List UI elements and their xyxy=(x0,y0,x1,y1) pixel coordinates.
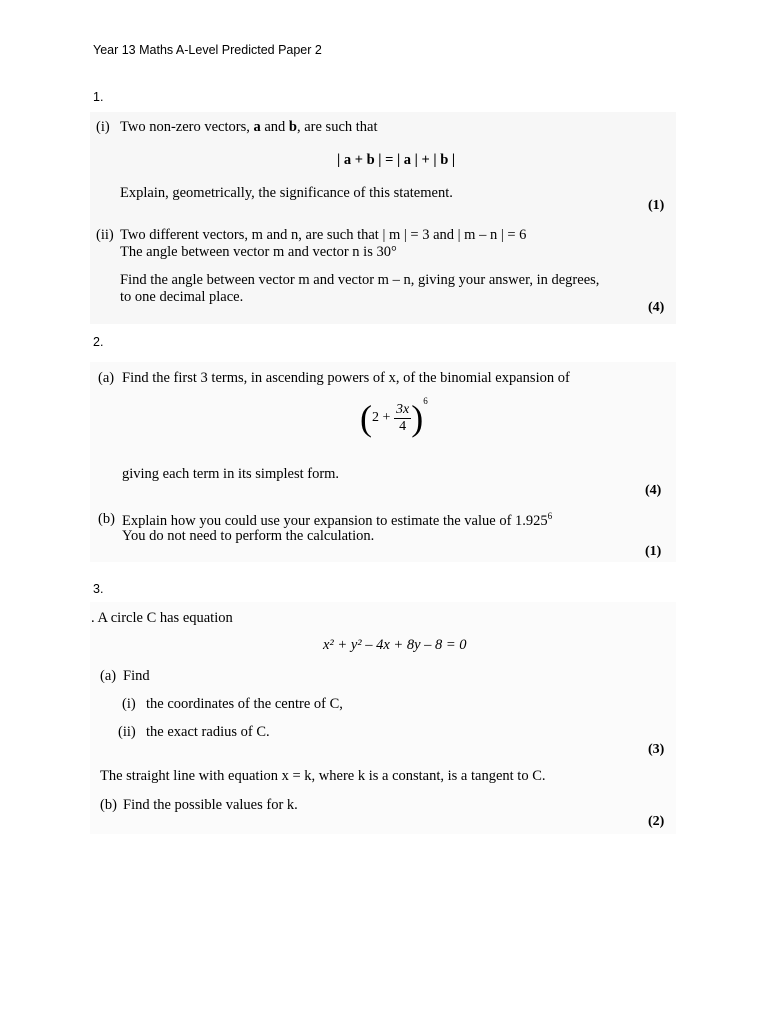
q2-part-a-label: (a) xyxy=(98,370,115,386)
q1-ii-marks: (4) xyxy=(648,300,665,315)
q1-vector-equation: | a + b | = | a | + | b | xyxy=(337,152,456,168)
q1-part-ii-line1: Two different vectors, m and n, are such that | m | = 3 and | m – n | = 6 xyxy=(120,227,527,243)
q3-part-a-i-label: (i) xyxy=(122,696,136,712)
q3-tangent-line-text: The straight line with equation x = k, where k is a constant, is a tangent to C. xyxy=(100,768,546,784)
q1-part-ii-line3: Find the angle between vector m and vector m – n, giving your answer, in degrees, xyxy=(120,272,600,288)
q1-explain-text: Explain, geometrically, the significance of this statement. xyxy=(120,185,453,201)
q3-part-a-text: Find xyxy=(123,668,150,684)
q3-part-a-i-text: the coordinates of the centre of C, xyxy=(146,696,343,712)
q1-part-ii-line4: to one decimal place. xyxy=(120,289,244,305)
q3-part-a-ii-label: (ii) xyxy=(118,724,136,740)
q2-b-marks: (1) xyxy=(645,544,662,559)
left-paren: ( xyxy=(360,398,372,438)
q1-i-marks: (1) xyxy=(648,198,665,213)
q3-circle-equation: x² + y² – 4x + 8y – 8 = 0 xyxy=(323,637,467,653)
q1-part-i-label: (i) xyxy=(96,119,110,135)
q1-part-i-text: Two non-zero vectors, a and b, are such that xyxy=(120,119,378,135)
q2-part-a-text2: giving each term in its simplest form. xyxy=(122,466,340,482)
question-number-2: 2. xyxy=(93,335,104,349)
q2-part-b-label: (b) xyxy=(98,511,115,527)
fraction: $\frac{3x}{4}$ xyxy=(396,401,410,434)
q1-part-ii-label: (ii) xyxy=(96,227,114,243)
q3-part-a-label: (a) xyxy=(100,668,117,684)
question-number-1: 1. xyxy=(93,90,104,104)
q3-intro: . A circle C has equation xyxy=(91,610,233,626)
q2-part-a-text: Find the first 3 terms, in ascending powers of x, of the binomial expansion of xyxy=(122,370,570,386)
q3-part-b-text: Find the possible values for k. xyxy=(123,797,298,813)
q3-part-b-label: (b) xyxy=(100,797,117,813)
page-title: Year 13 Maths A-Level Predicted Paper 2 xyxy=(93,43,322,57)
q3-a-marks: (3) xyxy=(648,742,665,757)
q2-binomial-expression: (2 + $\frac{3x}{4}$ )$^6$ xyxy=(360,396,428,438)
right-paren: ) xyxy=(411,398,424,438)
q3-part-a-ii-text: the exact radius of C. xyxy=(146,724,270,740)
q3-b-marks: (2) xyxy=(648,814,665,829)
q2-part-b-line2: You do not need to perform the calculation. xyxy=(122,528,375,544)
q1-part-ii-line2: The angle between vector m and vector n is 30° xyxy=(120,244,397,260)
question-number-3: 3. xyxy=(93,582,104,596)
q2-part-b-line1: Explain how you could use your expansion to estimate the value of 1.925$^6$ xyxy=(122,511,553,529)
q2-a-marks: (4) xyxy=(645,483,662,498)
